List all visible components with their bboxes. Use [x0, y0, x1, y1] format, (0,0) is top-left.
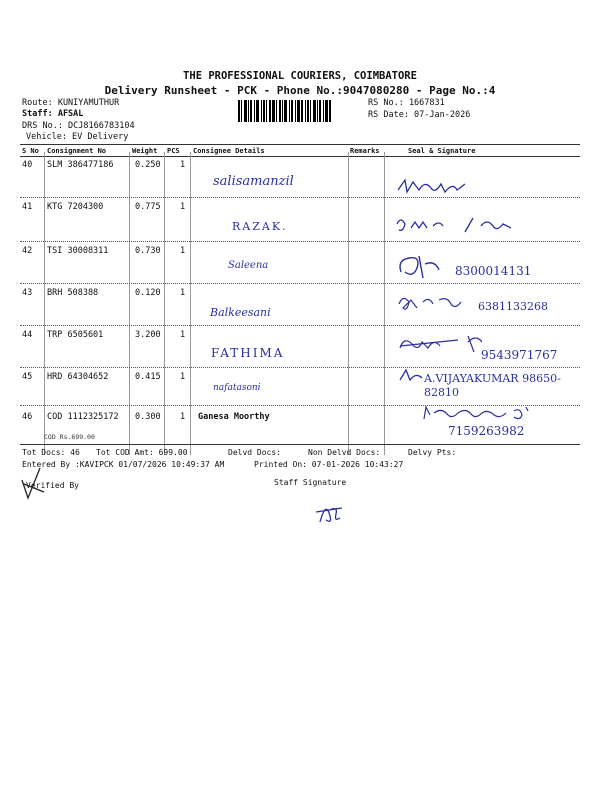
rs-date: RS Date: 07-Jan-2026 — [368, 110, 471, 120]
table-top-rule — [20, 144, 580, 145]
row-pcs: 1 — [180, 412, 186, 422]
row-consignee: Ganesa Moorthy — [198, 412, 270, 422]
seal-handwritten: 6381133268 — [478, 300, 548, 313]
printed-on: Printed On: 07-01-2026 10:43:27 — [254, 460, 404, 469]
col-pcs: PCS — [167, 147, 180, 155]
entered-by: Entered By :KAVIPCK 01/07/2026 10:49:37 AM — [22, 460, 225, 469]
runsheet-title: Delivery Runsheet - PCK - Phone No.:9047080280 - Page No.:4 — [104, 84, 496, 97]
row-pcs: 1 — [180, 330, 186, 340]
seal-handwritten: 7159263982 — [448, 424, 525, 438]
row-consignment: COD 1112325172 — [47, 412, 119, 422]
route-label: Route: KUNIYAMUTHUR — [22, 98, 120, 108]
seal-handwritten: A.VIJAYAKUMAR 98650-82810 — [424, 372, 561, 399]
consignee-handwritten: FATHIMA — [211, 346, 285, 360]
row-weight: 0.120 — [135, 288, 161, 298]
staff-signature-scribble — [312, 496, 344, 528]
row-weight: 0.415 — [135, 372, 161, 382]
row-separator — [20, 197, 580, 198]
row-weight: 3.200 — [135, 330, 161, 340]
row-pcs: 1 — [180, 160, 186, 170]
staff-signature-label: Staff Signature — [274, 478, 347, 487]
staff-label: Staff: AFSAL — [22, 109, 84, 119]
consignee-handwritten: salisamanzil — [213, 174, 294, 189]
col-sno: S No — [22, 147, 39, 155]
row-sno: 42 — [22, 246, 33, 256]
row-pcs: 1 — [180, 372, 186, 382]
col-consignee: Consignee Details — [193, 147, 265, 155]
vehicle-label: Vehicle: EV Delivery — [26, 132, 129, 142]
row-weight: 0.250 — [135, 160, 161, 170]
row-consignment: TSI 30008311 — [47, 246, 109, 256]
total-cod-amount: Tot COD Amt: 699.00 — [96, 448, 188, 457]
row-weight: 0.775 — [135, 202, 161, 212]
col-seal: Seal & Signature — [408, 147, 476, 155]
signature-scribble — [398, 368, 424, 384]
rs-number: RS No.: 1667831 — [368, 98, 445, 108]
signature-scribble — [395, 292, 469, 316]
row-consignment: TRP 6505601 — [47, 330, 104, 340]
signature-scribble — [395, 250, 445, 282]
row-consignment: SLM 386477186 — [47, 160, 114, 170]
row-consignment: KTG 7204300 — [47, 202, 104, 212]
barcode — [238, 100, 362, 122]
seal-handwritten: 9543971767 — [481, 348, 558, 362]
signature-scribble — [395, 176, 475, 198]
consignee-handwritten: Balkeesani — [210, 306, 271, 319]
row-separator — [20, 283, 580, 284]
consignee-handwritten: RAZAK. — [232, 220, 288, 233]
table-header-rule — [20, 156, 580, 157]
consignee-handwritten: nafatasoni — [213, 383, 261, 393]
drs-label: DRS No.: DCJ8166783104 — [22, 121, 135, 131]
row-consignment: BRH 508388 — [47, 288, 99, 298]
row-sno: 41 — [22, 202, 33, 212]
row-weight: 0.730 — [135, 246, 161, 256]
delivery-points: Delvy Pts: — [408, 448, 457, 457]
signature-scribble — [393, 214, 523, 238]
cod-note: COD Rs.699.00 — [44, 433, 95, 441]
row-separator — [20, 241, 580, 242]
col-remarks: Remarks — [350, 147, 380, 155]
delivered-docs: Delvd Docs: — [228, 448, 281, 457]
row-sno: 40 — [22, 160, 33, 170]
col-consignment: Consignment No — [47, 147, 107, 155]
company-title: THE PROFESSIONAL COURIERS, COIMBATORE — [183, 70, 417, 82]
signature-scribble — [422, 405, 552, 425]
non-delivered-docs: Non Delvd Docs: — [308, 448, 381, 457]
table-bottom-rule — [20, 444, 580, 445]
row-sno: 45 — [22, 372, 33, 382]
verified-by-label: Verified By — [26, 481, 79, 490]
consignee-handwritten: Saleena — [228, 260, 269, 271]
row-consignment: HRD 64304652 — [47, 372, 109, 382]
row-separator — [20, 325, 580, 326]
row-sno: 46 — [22, 412, 33, 422]
seal-handwritten: 8300014131 — [455, 264, 532, 278]
row-sno: 44 — [22, 330, 33, 340]
row-weight: 0.300 — [135, 412, 161, 422]
row-sno: 43 — [22, 288, 33, 298]
total-docs: Tot Docs: 46 — [22, 448, 80, 457]
col-weight: Weight — [132, 147, 158, 155]
verifier-tick-mark — [18, 462, 48, 506]
row-pcs: 1 — [180, 202, 186, 212]
row-separator — [20, 367, 580, 368]
row-pcs: 1 — [180, 246, 186, 256]
row-pcs: 1 — [180, 288, 186, 298]
signature-scribble — [398, 332, 482, 356]
